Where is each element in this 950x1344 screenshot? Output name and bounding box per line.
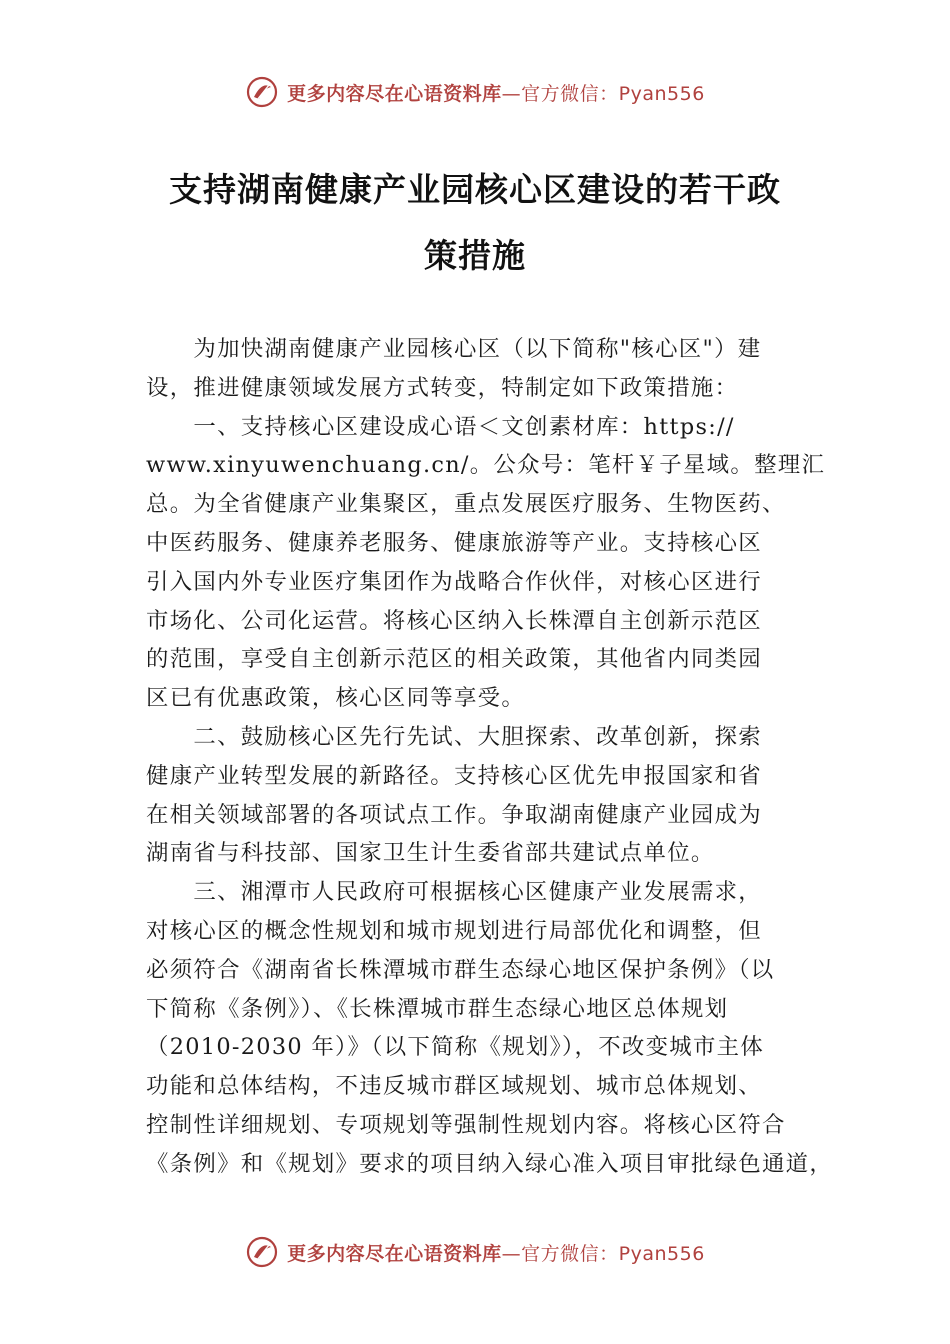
- header-banner-plain: —官方微信：Pyan556: [501, 82, 705, 105]
- body-line: 健康产业转型发展的新路径。支持核心区优先申报国家和省: [146, 762, 762, 789]
- body-line: www.xinyuwenchuang.cn/。公众号：笔杆￥子星域。整理汇: [146, 452, 826, 479]
- body-line: 为加快湖南健康产业园核心区（以下简称"核心区"）建: [146, 336, 762, 362]
- body-line: 必须符合《湖南省长株潭城市群生态绿心地区保护条例》（以: [146, 956, 775, 983]
- document-title-line1: 支持湖南健康产业园核心区建设的若干政: [169, 170, 781, 209]
- body-line: 区已有优惠政策，核心区同等享受。: [146, 685, 526, 712]
- footer-banner: [0, 1232, 950, 1272]
- body-line: 湖南省与科技部、国家卫生计生委省部共建试点单位。: [146, 840, 715, 867]
- document-body: [146, 330, 836, 1184]
- body-line: 在相关领域部署的各项试点工作。争取湖南健康产业园成为: [146, 801, 762, 828]
- body-line: 设，推进健康领域发展方式转变，特制定如下政策措施：: [146, 374, 739, 401]
- body-line: 市场化、公司化运营。将核心区纳入长株潭自主创新示范区: [146, 607, 762, 634]
- body-line: 二、鼓励核心区先行先试、大胆探索、改革创新，探索: [146, 723, 762, 750]
- body-line: 引入国内外专业医疗集团作为战略合作伙伴，对核心区进行: [146, 568, 762, 595]
- body-line: 功能和总体结构，不违反城市群区域规划、城市总体规划、: [146, 1073, 762, 1100]
- brand-logo-icon: [245, 75, 279, 109]
- body-line: 一、支持核心区建设成心语＜文创素材库：https://: [146, 413, 735, 440]
- header-banner: [0, 72, 950, 112]
- footer-banner-plain: —官方微信：Pyan556: [501, 1242, 705, 1265]
- body-line: 的范围，享受自主创新示范区的相关政策，其他省内同类园: [146, 646, 762, 673]
- body-line: 《条例》和《规划》要求的项目纳入绿心准入项目审批绿色通道，: [146, 1150, 834, 1177]
- document-title-line2: 策措施: [424, 236, 526, 275]
- body-line: 三、湘潭市人民政府可根据核心区健康产业发展需求，: [146, 879, 762, 906]
- brand-logo-icon: [245, 1235, 279, 1269]
- body-line: 控制性详细规划、专项规划等强制性规划内容。将核心区符合: [146, 1111, 786, 1138]
- footer-banner-bold: 更多内容尽在心语资料库: [287, 1242, 502, 1265]
- body-line: 对核心区的概念性规划和城市规划进行局部优化和调整，但: [146, 917, 762, 944]
- header-banner-bold: 更多内容尽在心语资料库: [287, 82, 502, 105]
- body-line: 中医药服务、健康养老服务、健康旅游等产业。支持核心区: [146, 529, 762, 556]
- footer-banner-text: [287, 1239, 705, 1266]
- body-line: （2010-2030 年）》（以下简称《规划》），不改变城市主体: [146, 1034, 765, 1061]
- header-banner-text: [287, 79, 705, 106]
- body-line: 下简称《条例》）、《长株潭城市群生态绿心地区总体规划: [146, 995, 729, 1022]
- body-line: 总。为全省健康产业集聚区，重点发展医疗服务、生物医药、: [146, 491, 786, 518]
